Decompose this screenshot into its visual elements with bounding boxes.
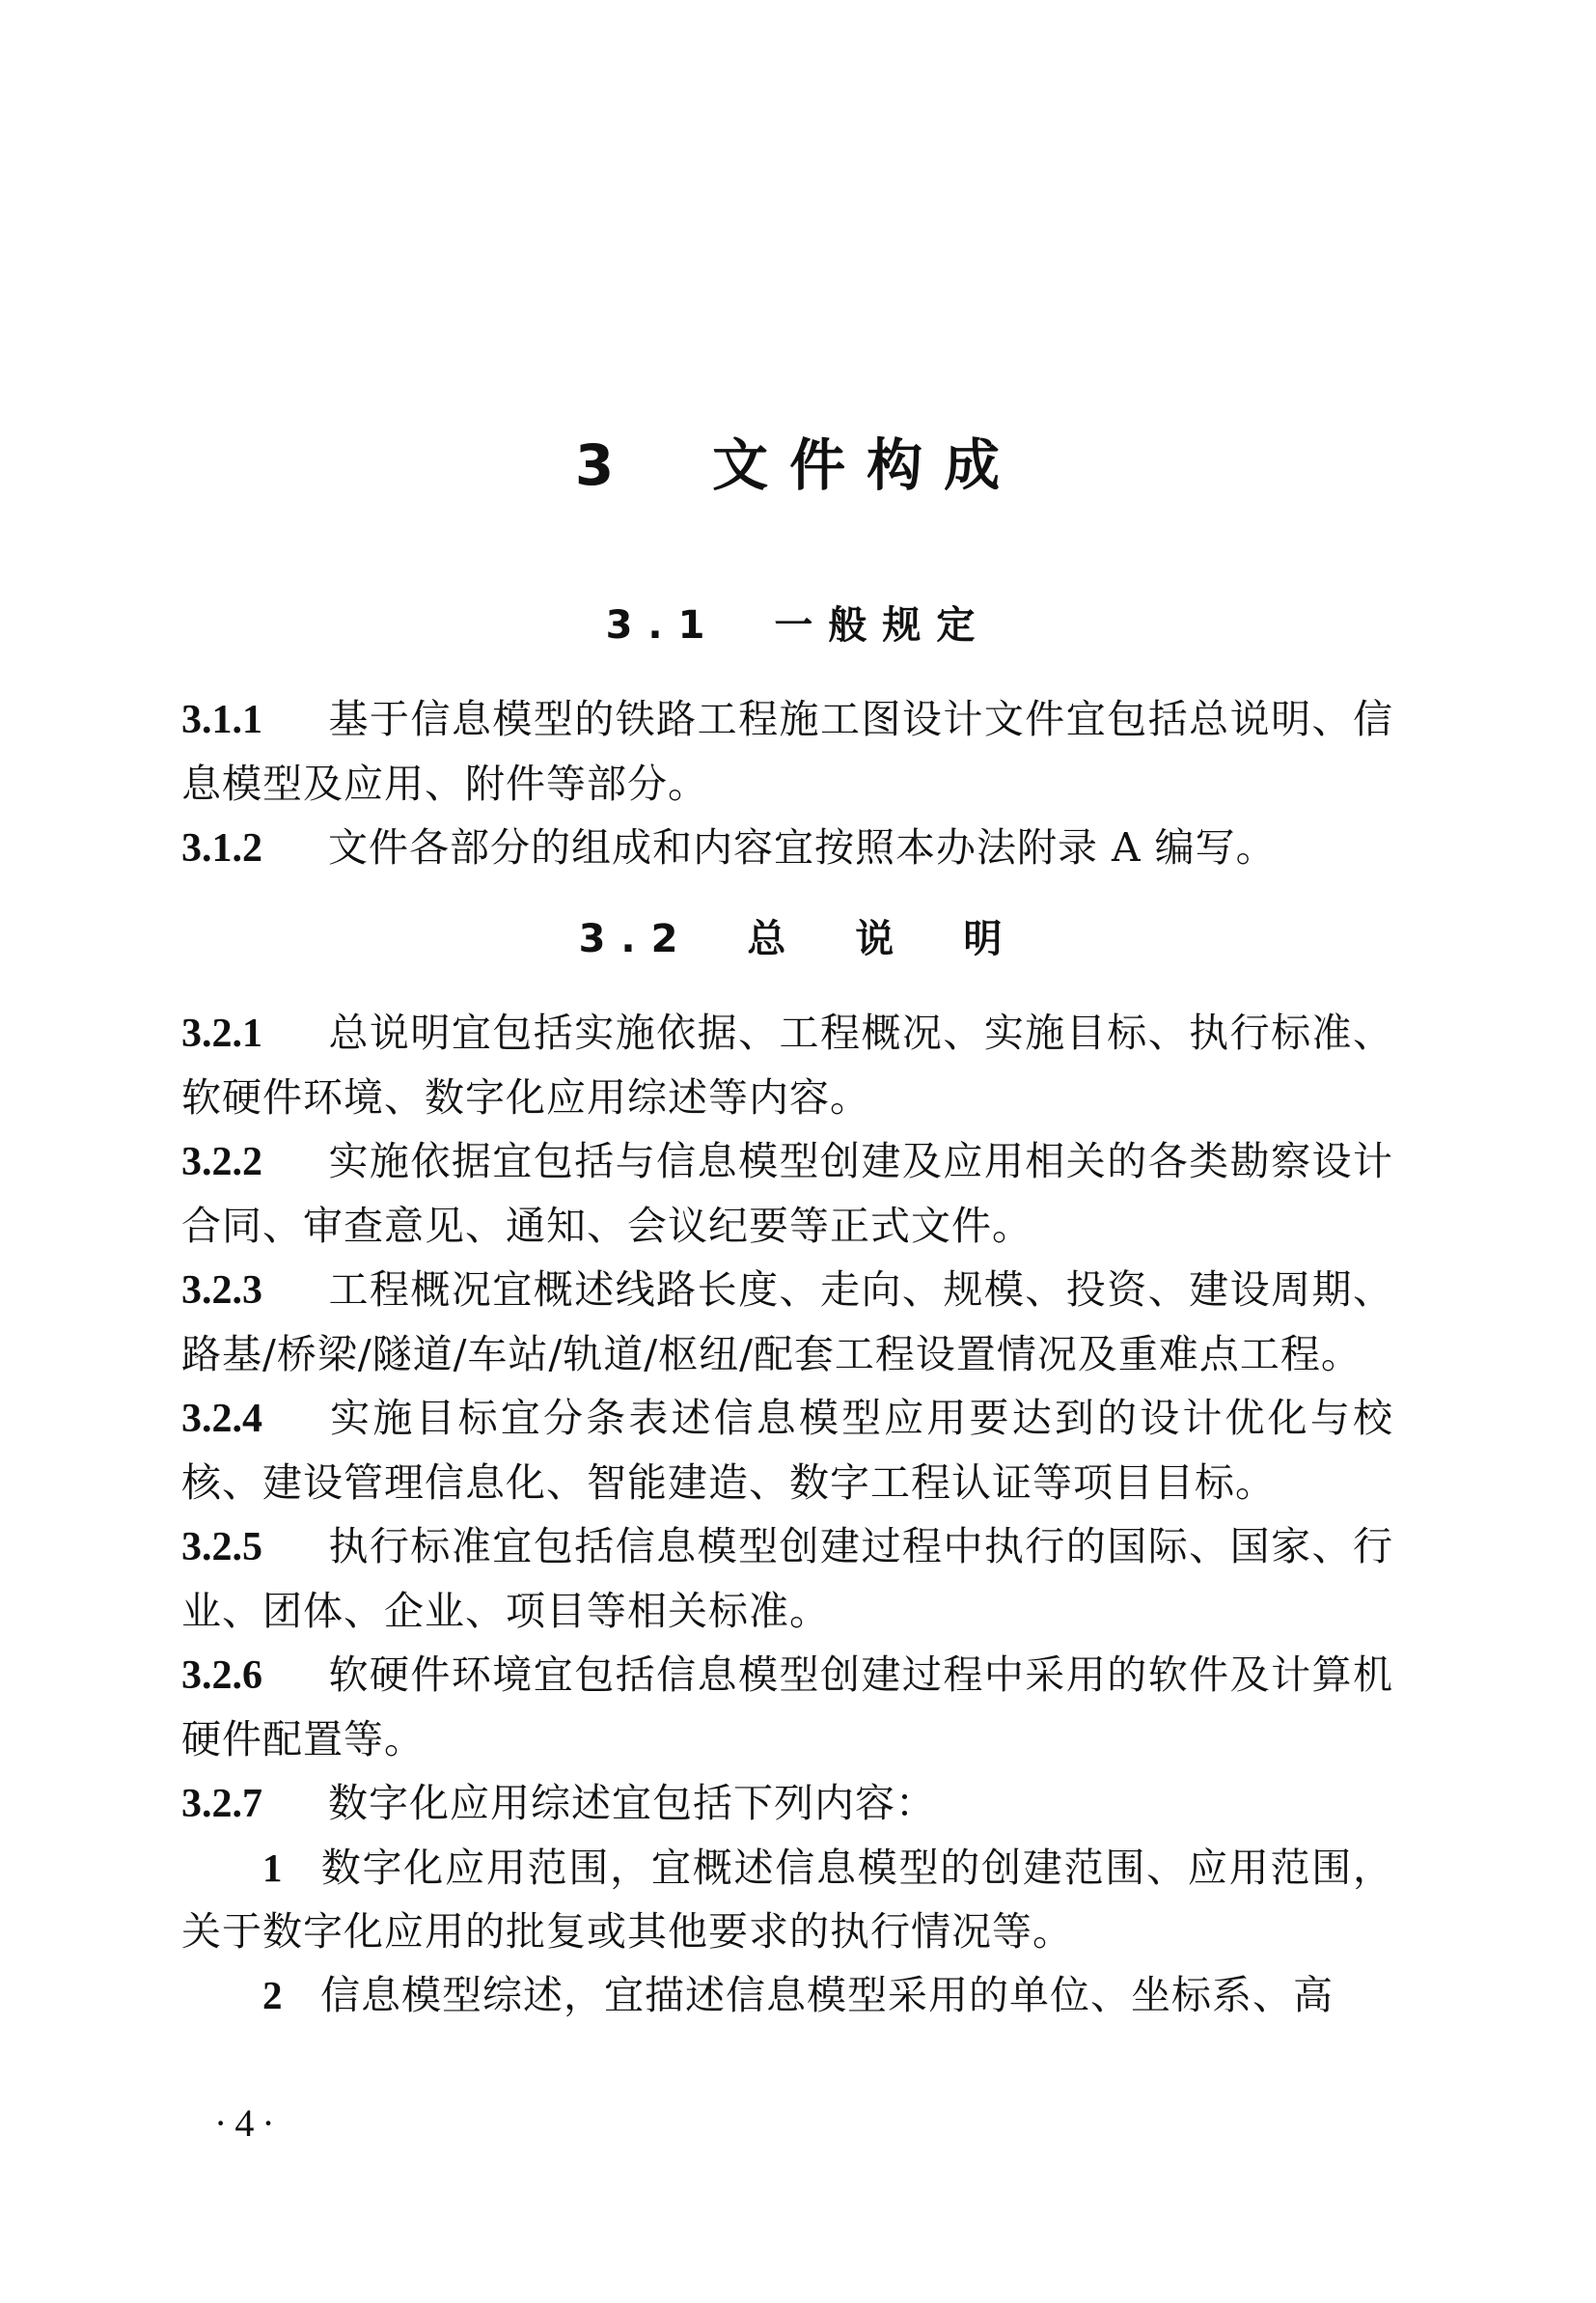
clause-text: 执行标准宜包括信息模型创建过程中执行的国际、国家、行业、团体、企业、项目等相关标准。 xyxy=(181,1523,1393,1634)
list-item-2 xyxy=(181,1963,1393,2027)
clause-3-1-2 xyxy=(181,816,1393,880)
section-title-3-2: 3.2 总 说 明 xyxy=(578,917,1018,961)
clause-3-2-3 xyxy=(181,1258,1393,1386)
item-number: 2 xyxy=(262,1973,284,2017)
section-title-3-1: 3.1 一般规定 xyxy=(605,603,991,648)
clause-3-2-5 xyxy=(181,1514,1393,1643)
clause-3-2-4 xyxy=(181,1386,1393,1514)
clause-number: 3.2.3 xyxy=(181,1268,262,1313)
clause-number: 3.2.2 xyxy=(181,1140,262,1184)
clause-number: 3.1.1 xyxy=(181,698,262,742)
clause-text: 总说明宜包括实施依据、工程概况、实施目标、执行标准、软硬件环境、数字化应用综述等内容。 xyxy=(181,1010,1393,1121)
clause-text: 实施目标宜分条表述信息模型应用要达到的设计优化与校核、建设管理信息化、智能建造、数字工程认证等项目目标。 xyxy=(181,1395,1393,1506)
clause-number: 3.2.4 xyxy=(181,1397,262,1441)
clause-3-2-6 xyxy=(181,1643,1393,1771)
page-number: ·4· xyxy=(214,2101,283,2145)
clause-3-2-1 xyxy=(181,1001,1393,1129)
item-text: 信息模型综述，宜描述信息模型采用的单位、坐标系、高 xyxy=(320,1972,1334,2018)
clause-number: 3.2.7 xyxy=(181,1782,262,1826)
clause-3-1-1 xyxy=(181,687,1393,816)
clause-number: 3.2.5 xyxy=(181,1525,262,1569)
clause-number: 3.1.2 xyxy=(181,826,262,871)
clause-number: 3.2.6 xyxy=(181,1653,262,1698)
item-number: 1 xyxy=(262,1845,284,1890)
item-text: 数字化应用范围，宜概述信息模型的创建范围、应用范围，关于数字化应用的批复或其他要求的执行情况等。 xyxy=(181,1845,1393,1955)
chapter-title: 3 文件构成 xyxy=(574,432,1022,498)
clause-text: 数字化应用综述宜包括下列内容： xyxy=(328,1780,936,1826)
section-3-1-body xyxy=(181,687,1393,880)
clause-3-2-7 xyxy=(181,1771,1393,1836)
clause-text: 软硬件环境宜包括信息模型创建过程中采用的软件及计算机硬件配置等。 xyxy=(181,1651,1393,1762)
section-3-2-body xyxy=(181,1001,1393,2027)
clause-text: 工程概况宜概述线路长度、走向、规模、投资、建设周期、路基/桥梁/隧道/车站/轨道/枢纽/配套工程设置情况及重难点工程。 xyxy=(181,1266,1393,1377)
list-item-1 xyxy=(181,1836,1393,1963)
clause-text: 文件各部分的组成和内容宜按照本办法附录 A 编写。 xyxy=(328,824,1277,871)
clause-text: 基于信息模型的铁路工程施工图设计文件宜包括总说明、信息模型及应用、附件等部分。 xyxy=(181,696,1393,807)
clause-3-2-2 xyxy=(181,1129,1393,1258)
clause-number: 3.2.1 xyxy=(181,1012,262,1056)
clause-text: 实施依据宜包括与信息模型创建及应用相关的各类勘察设计合同、审查意见、通知、会议纪要等正式文件。 xyxy=(181,1138,1393,1249)
